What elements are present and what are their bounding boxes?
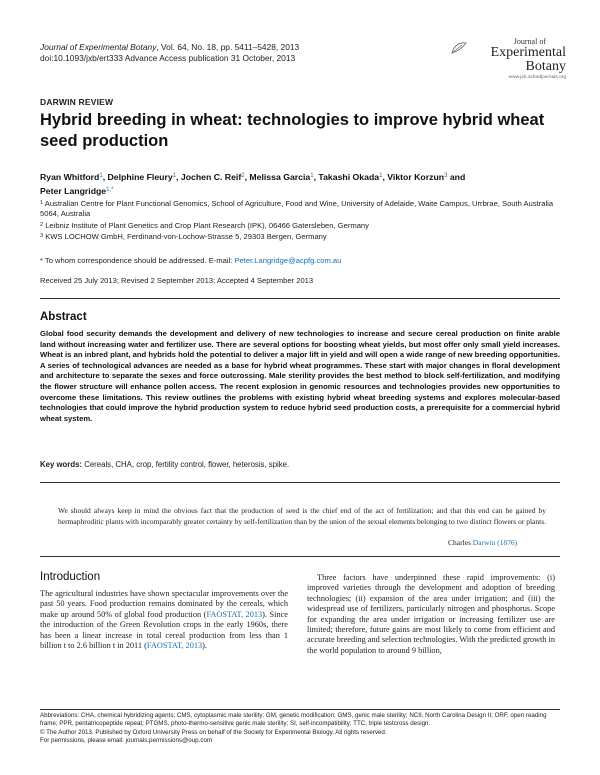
correspondence-email-link[interactable]: Peter.Langridge@acpfg.com.au [234, 256, 342, 265]
correspondence-note: * To whom correspondence should be addressed. E-mail: Peter.Langridge@acpfg.com.au [40, 256, 342, 265]
logo-url[interactable]: www.jxb.oxfordjournals.org [508, 75, 566, 80]
author: Peter Langridge$^{1,*}$ [40, 186, 114, 196]
logo-experimental: Experimental [490, 45, 566, 60]
author: Viktor Korzun$^3$ [387, 172, 448, 182]
darwin-citation-link[interactable]: Darwin (1876) [472, 538, 518, 547]
keywords [40, 460, 289, 469]
copyright: © The Author 2013. Published by Oxford University Press on behalf of the Society for Experimental Biology. All rights reserved. [40, 728, 387, 736]
logo-journal-of: Journal of [513, 37, 546, 46]
divider [40, 556, 560, 557]
quote-attribution: Charles Darwin (1876) [448, 538, 518, 547]
introduction-heading: Introduction [40, 571, 101, 583]
epigraph-quote: We should always keep in mind the obvious fact that the production of seed is the chief end of the act of fertilization; and that this end can be gained by hermaphroditic plants with incomparably greater certainty by self-fertilization than by the union of the sexual elements belonging to two distinct flowers or plants. [58, 506, 546, 526]
intro-left-column: The agricultural industries have shown spectacular improvements over the past 50 years. Food production remains dominated by the cereals, which make up around 50% of global food production (FAOSTAT, 2013). Since the introduction of the Green Revolution crops in the early 1960s, there has been a linear increase in total cereal production from less than 1 billion t to 2.6 billion t in 2011 (FAOSTAT, 2013). [40, 589, 288, 651]
author: Delphine Fleury$^1$ [107, 172, 177, 182]
footnote-divider [40, 709, 560, 710]
affiliations [40, 198, 560, 242]
section-tag: DARWIN REVIEW [40, 97, 114, 107]
received-dates: Received 25 July 2013; Revised 2 September 2013; Accepted 4 September 2013 [40, 276, 314, 285]
author: Jochen C. Reif$^2$ [180, 172, 245, 182]
author: Melissa Garcia$^1$ [249, 172, 314, 182]
affiliation: $^2$ Leibniz Institute of Plant Genetics and Crop Plant Research (IPK), 06466 Gatersleben, Germany [40, 220, 369, 230]
journal-volume-pages: , Vol. 64, No. 18, pp. 5411–5428, 2013 [156, 42, 300, 52]
affiliation: $^3$ KWS LOCHOW GmbH, Ferdinand-von-Lochow-Strasse 5, 29303 Bergen, Germany [40, 231, 327, 241]
leaf-logo-icon [450, 41, 468, 55]
journal-logo [466, 37, 566, 82]
author: Ryan Whitford$^1$ [40, 172, 103, 182]
journal-citation [40, 42, 299, 64]
journal-name: Journal of Experimental Botany [40, 42, 157, 52]
abbreviations: Abbreviations: CHA, chemical hybridizing agents; CMS, cytoplasmic male sterility; GM, genetic modification; GMS, genic male sterility; NCII, North Carolina Design II; ORF, open reading frame; PPR, pentatricopeptide repeat; PTGMS, photo-thermo-sensitive genic male sterility; SI, self-incompatibility; TTC, triple testcross design. [40, 712, 547, 728]
permissions: For permissions, please email: journals.permissions@oup.com [40, 737, 213, 745]
doi-line: doi:10.1093/jxb/ert333 Advance Access publication 31 October, 2013 [40, 53, 296, 63]
author-list: Ryan Whitford$^1$, Delphine Fleury$^1$, Jochen C. Reif$^2$, Melissa Garcia$^1$, Takashi Okada$^1$, Viktor Korzun$^3$ and Peter Langridge$^{1,*}$ [40, 172, 466, 196]
abstract-heading: Abstract [40, 311, 87, 323]
affiliation: $^1$ Australian Centre for Plant Functional Genomics, School of Agriculture, Food and Wine, University of Adelaide, Waite Campus, Urrbrae, South Australia 5064, Australia [40, 199, 554, 219]
divider [40, 298, 560, 299]
author: Takashi Okada$^1$ [318, 172, 383, 182]
logo-botany: Botany [525, 59, 566, 74]
faostat-citation-link[interactable]: FAOSTAT, 2013 [206, 609, 263, 619]
keywords-label: Key words: [40, 460, 83, 469]
divider [40, 482, 560, 483]
footnotes [40, 712, 560, 746]
keywords-text: Cereals, CHA, crop, fertility control, flower, heterosis, spike. [84, 460, 290, 469]
abstract-text: Global food security demands the development and delivery of new technologies to increase and secure cereal production on finite arable land without increasing water and fertilizer use. There are several options for boosting wheat yields, but most offer only small yield increases. Wheat is an inbred plant, and hybrids hold the potential to deliver a major lift in yield and will open a wide range of new breeding opportunities. A series of technological advances are needed as a base for hybrid wheat programmes. These start with major changes in floral development and architecture to separate the sexes and force outcrossing. Male sterility provides the best method to block self-fertilization, and modifying the flower structure will enhance pollen access. The recent explosion in genomic resources and technologies provides new opportunities to overcome these limitations. This review outlines the problems with existing hybrid wheat breeding systems and explores molecular-based technologies that could improve the hybrid production system to reduce hybrid seed production costs, a prerequisite for a commercial hybrid wheat system. [40, 329, 560, 423]
article-title: Hybrid breeding in wheat: technologies to improve hybrid wheat seed production [40, 111, 545, 150]
intro-right-column: Three factors have underpinned these rapid improvements: (i) improved varieties through the development and adoption of breeding technologies; (ii) expansion of the area under irrigation; and (iii) the widespread use of fertilizers, particularly nitrogen and phosphorus. Scope for expanding the area under irrigation or increasing fertilizer use are limited; therefore, future gains are most likely to come from efficient and accurate breeding and selection technologies. With the predicted growth in the world population to around 9 billion, [307, 573, 555, 655]
faostat-citation-link[interactable]: FAOSTAT, 2013 [146, 641, 203, 651]
